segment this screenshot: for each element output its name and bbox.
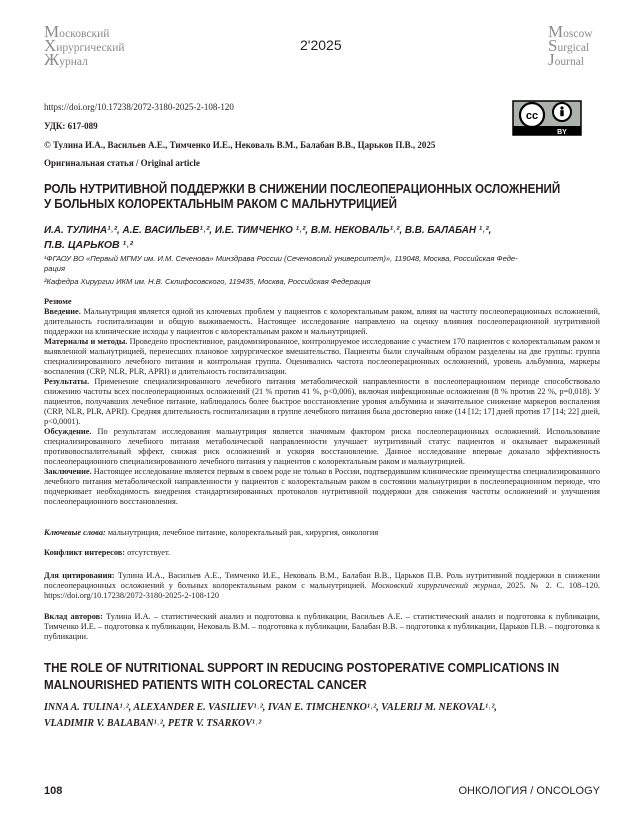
doi-link[interactable]: https://doi.org/10.17238/2072-3180-2025-2-108-120 <box>44 102 234 112</box>
authors-en-line2: VLADIMIR V. BALABAN¹˒², PETR V. TSARKOV¹˒² <box>44 718 262 729</box>
abstract-results <box>44 377 600 427</box>
logo-left-line2: Хирургический <box>44 36 125 55</box>
authors-ru-line1: И.А. ТУЛИНА¹˒², А.Е. ВАСИЛЬЕВ¹˒², И.Е. ТИМЧЕНКО ¹˒², В.М. НЕКОВАЛЬ¹˒², В.В. БАЛАБАН ¹˒², <box>44 224 492 236</box>
conclusion-text: Настоящее исследование является первым в своем роде не только в России, подтвердившим клинические преимущества специализированного лечебного питания метаболической направленности у пациентов с колоректальным раком в состоянии мальнутриции в послеоперационном периоде, что подчеркивает необходимость внедрения стандартизированных протоколов нутритивной поддержки для снижения частоты осложнений и улучшения послеоперационного восстановления. <box>44 467 600 506</box>
title-en-line2: MALNOURISHED PATIENTS WITH COLORECTAL CANCER <box>44 678 367 692</box>
abstract-conclusion <box>44 467 600 507</box>
title-en-line1: THE ROLE OF NUTRITIONAL SUPPORT IN REDUCING POSTOPERATIVE COMPLICATIONS IN <box>44 661 560 675</box>
cite-tail: 2025. № 2. С. 108–120. https://doi.org/10.17238/2072-3180-2025-2-108-120 <box>44 581 601 600</box>
methods-text: Проведено проспективное, рандомизированное, контролируемое исследование с участием 170 пациентов с колоректальным раком и выявленной мальнутрицией, перенесших плановое хирургическое вмешательство. Пациенты были случайным образом разделены на две группы: группа специализированного лечебного питания и контрольная группа. Оценивались частота послеоперационных осложнений, уровень альбумина, маркеры воспаления (CRP, NLR, PLR, APRI) и длительность госпитализации. <box>44 337 601 376</box>
cite-label: Для цитирования: <box>44 571 115 580</box>
author-contributions <box>44 612 600 642</box>
logo-right-line3: Journal <box>548 50 585 69</box>
resume-heading: Резюме <box>44 297 72 306</box>
abstract-ru <box>44 297 600 507</box>
affiliation-2: ²Кафедра Хирургии ИКМ им. Н.В. Склифосовского, 119435, Москва, Российская Федерация <box>44 277 371 286</box>
title-ru-line1: РОЛЬ НУТРИТИВНОЙ ПОДДЕРЖКИ В СНИЖЕНИИ ПОСЛЕОПЕРАЦИОННЫХ ОСЛОЖНЕНИЙ <box>44 182 561 196</box>
article-title-ru <box>44 182 560 212</box>
conflict-label: Конфликт интересов: <box>44 548 126 557</box>
abstract-intro <box>44 307 600 337</box>
cc-by-license-icon[interactable] <box>512 100 582 136</box>
journal-logo-left <box>44 22 125 69</box>
license-badge-label: BY <box>557 129 567 136</box>
affiliation-1: ¹ФГАОУ ВО «Первый МГМУ им. И.М. Сеченова» Минздрава России (Сеченовский университет)», 119048, Москва, Российская Феде- <box>44 254 518 263</box>
keywords-text: мальнутриция, лечебное питание, колоректальный рак, хирургия, онкология <box>107 528 379 537</box>
intro-text: Мальнутриция является одной из ключевых проблем у пациентов с колоректальным раком, влияя на частоту послеоперационных осложнений, длительность госпитализации и общую выживаемость. Настоящее исследование направлено на оценку влияния послеоперационной нутритивной поддержки на клинические исходы у пациентов с колоректальным раком и мальнутрицией. <box>44 307 600 336</box>
copyright-line: © Тулина И.А., Васильев А.Е., Тимченко И.Е., Нековаль В.М., Балабан В.В., Царьков П.В., 2025 <box>44 140 436 150</box>
keywords <box>44 528 600 538</box>
page-number: 108 <box>44 785 63 797</box>
cc-by-badge-graphic <box>512 100 582 136</box>
conflict-of-interest <box>44 548 600 558</box>
article-type: Оригинальная статья / Original article <box>44 158 200 168</box>
authors-ru <box>44 223 604 253</box>
logo-left-line1: Московский <box>44 22 110 41</box>
keywords-label: Ключевые слова: <box>44 528 106 537</box>
udc-label: УДК: <box>44 121 66 131</box>
logo-left-line3: Журнал <box>44 50 88 69</box>
logo-right-line1: Moscow <box>548 22 593 41</box>
discussion-text: По результатам исследования мальнутриция является значимым фактором риска послеоперационных осложнений. Использование специализированного лечебного питания метаболической направленности улучшает нутритивный статус пациентов и оказывает выраженный противовоспалительный эффект, снижая риск осложнений и ускоряя восстановление. Данное исследование впервые доказало эффективность послеоперационного специализированного лечебного питания у пациентов с колоректальным раком и мальнутрицией. <box>44 427 601 466</box>
abstract-discussion <box>44 427 600 467</box>
discussion-label: Обсуждение. <box>44 427 92 436</box>
methods-label: Материалы и методы. <box>44 337 128 346</box>
cite-text: Тулина И.А., Васильев А.Е., Тимченко И.Е., Нековаль В.М., Балабан В.В., Царьков П.В. Роль нутритивной поддержки в снижении послеоперационных осложнений у больных колоректальным раком с мальнутрицией. <box>44 571 600 590</box>
results-label: Результаты. <box>44 377 90 386</box>
udc-value: 617-089 <box>67 121 98 131</box>
journal-logo-right <box>548 22 593 69</box>
svg-text:cc: cc <box>525 110 539 122</box>
section-name: ОНКОЛОГИЯ / ONCOLOGY <box>458 785 600 797</box>
contrib-text: Тулина И.А. – статистический анализ и подготовка к публикации, Васильев А.Е. – статистический анализ и подготовка к публикации, Тимченко И.Е. – подготовка к публикации, Нековаль В.М. – подготовка к публикации, Балабан В.В. – подготовка к публикации, Царьков П.В. – подготовка к публикации. <box>44 612 600 641</box>
logo-right-line2: Surgical <box>548 36 590 55</box>
contrib-label: Вклад авторов: <box>44 612 103 621</box>
results-text: Применение специализированного лечебного питания метаболической направленности в послеоперационном периоде способствовало снижению частоты всех послеоперационных осложнений (21 % против 41 %, p<0,006), включая инфекционные осложнения (8 % против 22 %, p=0,018). У пациентов, получавших лечебное питание, наблюдалось более быстрое восстановление уровня альбумина и значительное снижение маркеров воспаления (CRP, NLR, PLR, APRI). Средняя длительность госпитализации в группе лечебного питания была достоверно ниже (14 [12; 17] дней против 17 [14; 22] дней, p<0,0001). <box>44 377 600 426</box>
abstract-methods <box>44 337 600 377</box>
conclusion-label: Заключение. <box>44 467 92 476</box>
title-ru-line2: У БОЛЬНЫХ КОЛОРЕКТАЛЬНЫМ РАКОМ С МАЛЬНУТРИЦИЕЙ <box>44 197 397 211</box>
authors-en <box>44 700 604 732</box>
udc-line <box>44 121 98 131</box>
affiliation-1-cont: рация <box>44 264 66 273</box>
article-title-en <box>44 660 559 694</box>
authors-ru-line2: П.В. ЦАРЬКОВ ¹˒² <box>44 239 134 251</box>
intro-label: Введение. <box>44 307 81 316</box>
issue-number: 2'2025 <box>300 37 342 53</box>
cite-journal: Московский хирургический журнал, <box>371 581 503 590</box>
affiliations <box>44 254 604 287</box>
citation <box>44 571 600 601</box>
authors-en-line1: INNA A. TULINA¹˒², ALEXANDER E. VASILIEV¹˒², IVAN E. TIMCHENKO¹˒², VALERIJ M. NEKOVAL¹˒², <box>44 702 497 713</box>
conflict-text: отсутствует. <box>127 548 171 557</box>
